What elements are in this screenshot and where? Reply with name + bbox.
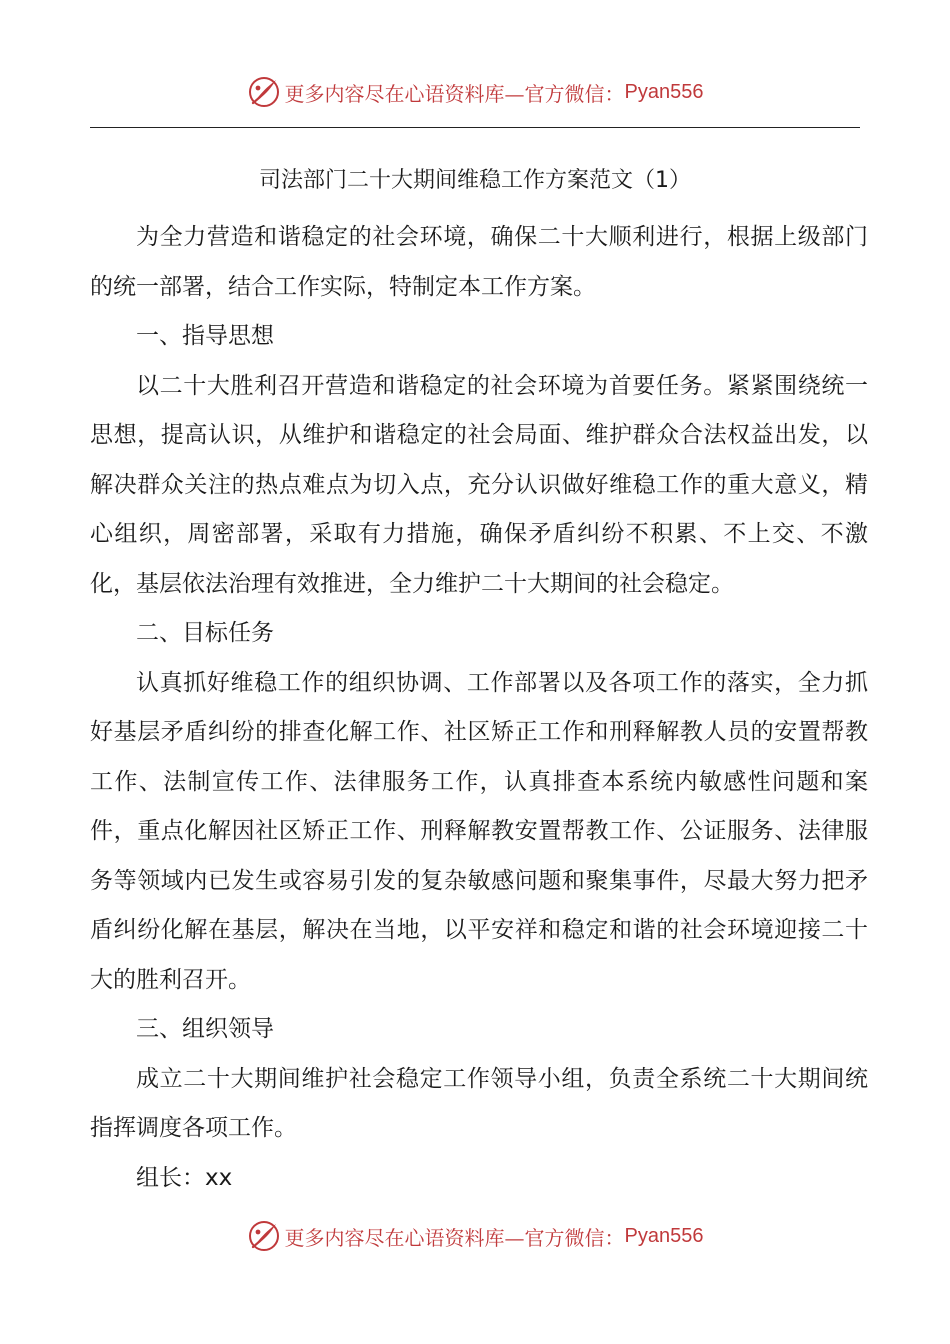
- document-body: [90, 213, 868, 1203]
- header-watermark: [0, 70, 950, 114]
- heading-organization: 三、组织领导: [136, 1016, 274, 1042]
- paragraph-organization: 成立二十大期间维护社会稳定工作领导小组，负责全系统二十大期间统指挥调度各项工作。: [90, 1065, 868, 1141]
- watermark-text: 更多内容尽在心语资料库—官方微信：: [284, 81, 625, 106]
- paragraph-intro: 为全力营造和谐稳定的社会环境，确保二十大顺利进行，根据上级部门的统一部署，结合工作实际，特制定本工作方案。: [90, 224, 868, 300]
- paragraph-guiding-ideology: 以二十大胜利召开营造和谐稳定的社会环境为首要任务。紧紧围绕统一思想，提高认识，从维护和谐稳定的社会局面、维护群众合法权益出发，以解决群众关注的热点难点为切入点，充分认识做好维稳工作的重大意义，精心组织，周密部署，采取有力措施，确保矛盾纠纷不积累、不上交、不激化，基层依法治理有效推进，全力维护二十大期间的社会稳定。: [90, 372, 868, 597]
- heading-guiding-ideology: 一、指导思想: [136, 323, 274, 349]
- paragraph-team-leader: 组长：xx: [136, 1164, 233, 1191]
- paragraph-target-tasks: 认真抓好维稳工作的组织协调、工作部署以及各项工作的落实，全力抓好基层矛盾纠纷的排查化解工作、社区矫正工作和刑释解教人员的安置帮教工作、法制宣传工作、法律服务工作，认真排查本系统内敏感性问题和案件，重点化解因社区矫正工作、刑释解教安置帮教工作、公证服务、法律服务等领域内已发生或容易引发的复杂敏感问题和聚集事件，尽最大努力把矛盾纠纷化解在基层，解决在当地，以平安祥和稳定和谐的社会环境迎接二十大的胜利召开。: [90, 669, 868, 993]
- heading-target-tasks: 二、目标任务: [136, 620, 274, 646]
- watermark-handle: Pyan556: [624, 80, 704, 103]
- footer-watermark: [0, 1214, 950, 1258]
- header-divider: [90, 127, 860, 128]
- quill-pen-logo-icon: [247, 75, 281, 109]
- watermark-text: 更多内容尽在心语资料库—官方微信：: [284, 1225, 625, 1250]
- watermark-handle: Pyan556: [624, 1224, 704, 1247]
- document-title: 司法部门二十大期间维稳工作方案范文（1）: [259, 168, 691, 193]
- quill-pen-logo-icon: [247, 1219, 281, 1253]
